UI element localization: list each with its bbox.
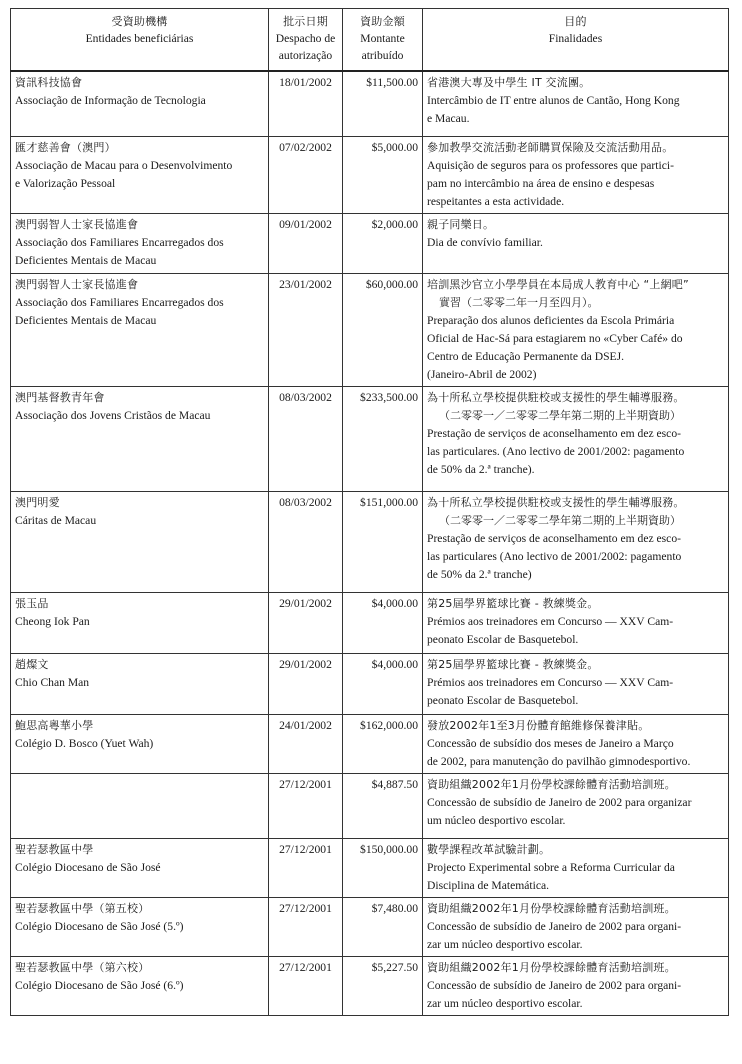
purpose-cell	[423, 715, 729, 774]
header-amount: 資助金額 Montante atribuído	[343, 9, 423, 72]
purpose-zh: 參加教學交流活動老師購買保險及交流活動用品。	[427, 141, 674, 154]
purpose-pt: Prémios aos treinadores em Concurso — XXV Cam-	[427, 676, 674, 689]
purpose-zh: 數學課程改革試驗計劃。	[427, 843, 551, 856]
purpose-pt: respeitantes a esta actividade.	[427, 195, 565, 208]
date-cell: 18/01/2002	[269, 71, 343, 137]
purpose-zh: 培訓黑沙官立小學學員在本局成人教育中心 “上網吧”	[427, 278, 689, 291]
purpose-pt: Preparação dos alunos deficientes da Escola Primária	[427, 314, 675, 327]
entity-name-zh: 聖若瑟教區中學	[15, 843, 94, 856]
amount-cell: $4,000.00	[343, 593, 423, 654]
purpose-cell	[423, 214, 729, 274]
purpose-pt: um núcleo desportivo escolar.	[427, 814, 566, 827]
table-row	[11, 71, 729, 137]
purpose-zh: 資助組織2002年1月份學校課餘體育活動培訓班。	[427, 902, 676, 915]
amount-cell: $4,000.00	[343, 654, 423, 715]
entity-name-pt: Colégio Diocesano de São José (5.º)	[15, 920, 184, 933]
purpose-zh: 第25屆學界籃球比賽 - 教練獎金。	[427, 597, 599, 610]
date-cell: 29/01/2002	[269, 593, 343, 654]
purpose-zh: 第25屆學界籃球比賽 - 教練獎金。	[427, 658, 599, 671]
amount-cell: $151,000.00	[343, 492, 423, 593]
purpose-pt: e Macau.	[427, 112, 470, 125]
amount-cell: $233,500.00	[343, 387, 423, 492]
purpose-zh: 資助組織2002年1月份學校課餘體育活動培訓班。	[427, 961, 676, 974]
entity-name-zh: 澳門基督教青年會	[15, 391, 105, 404]
date-cell: 27/12/2001	[269, 957, 343, 1016]
table-row	[11, 387, 729, 492]
date-cell: 27/12/2001	[269, 839, 343, 898]
amount-cell: $5,000.00	[343, 137, 423, 214]
entity-cell	[11, 957, 269, 1016]
purpose-pt: peonato Escolar de Basquetebol.	[427, 694, 579, 707]
purpose-pt: Aquisição de seguros para os professores que partici-	[427, 159, 674, 172]
purpose-pt: Prestação de serviços de aconselhamento em dez esco-	[427, 427, 681, 440]
purpose-pt: peonato Escolar de Basquetebol.	[427, 633, 579, 646]
table-row	[11, 137, 729, 214]
purpose-pt: Concessão de subsídio de Janeiro de 2002 para organizar	[427, 796, 692, 809]
purpose-cell	[423, 274, 729, 387]
entity-name-zh: 澳門弱智人士家長協進會	[15, 278, 139, 291]
purpose-pt: Concessão de subsídio de Janeiro de 2002 para organi-	[427, 979, 682, 992]
entity-cell	[11, 774, 269, 839]
entity-cell	[11, 274, 269, 387]
purpose-zh: （二零零一／二零零二學年第二期的上半期資助）	[439, 514, 681, 527]
purpose-pt: zar um núcleo desportivo escolar.	[427, 938, 583, 951]
purpose-pt: de 50% da 2.ª tranche)	[427, 568, 532, 581]
table-row	[11, 214, 729, 274]
table-row	[11, 715, 729, 774]
date-cell: 07/02/2002	[269, 137, 343, 214]
purpose-cell	[423, 839, 729, 898]
entity-name-pt: Cáritas de Macau	[15, 514, 97, 527]
entity-name-pt: Colégio Diocesano de São José (6.º)	[15, 979, 184, 992]
entity-name-pt: Associação de Informação de Tecnologia	[15, 94, 206, 107]
amount-cell: $4,887.50	[343, 774, 423, 839]
purpose-pt: de 50% da 2.ª tranche).	[427, 463, 535, 476]
entity-name-zh: 澳門明愛	[15, 496, 60, 509]
purpose-zh: 為十所私立學校提供駐校或支援性的學生輔導服務。	[427, 391, 685, 404]
date-cell: 09/01/2002	[269, 214, 343, 274]
purpose-pt: Prémios aos treinadores em Concurso — XXV Cam-	[427, 615, 674, 628]
purpose-pt: Centro de Educação Permanente da DSEJ.	[427, 350, 625, 363]
entity-name-zh: 張玉品	[15, 597, 49, 610]
purpose-pt: Oficial de Hac-Sá para estagiarem no «Cyber Café» do	[427, 332, 683, 345]
amount-cell: $2,000.00	[343, 214, 423, 274]
amount-cell: $60,000.00	[343, 274, 423, 387]
date-cell: 29/01/2002	[269, 654, 343, 715]
table-row	[11, 492, 729, 593]
purpose-zh: 發放2002年1至3月份體育館維修保養津貼。	[427, 719, 650, 732]
entity-cell	[11, 214, 269, 274]
entity-name-zh: 鮑思高粵華小學	[15, 719, 94, 732]
entity-cell	[11, 654, 269, 715]
purpose-cell	[423, 492, 729, 593]
entity-name-zh: 趙燦文	[15, 658, 49, 671]
purpose-cell	[423, 957, 729, 1016]
purpose-pt: las particulares (Ano lectivo de 2001/2002: pagamento	[427, 550, 682, 563]
purpose-pt: Disciplina de Matemática.	[427, 879, 550, 892]
purpose-pt: Projecto Experimental sobre a Reforma Curricular da	[427, 861, 675, 874]
entity-name-pt: Deficientes Mentais de Macau	[15, 254, 157, 267]
purpose-cell	[423, 71, 729, 137]
date-cell: 24/01/2002	[269, 715, 343, 774]
purpose-zh: 資助組織2002年1月份學校課餘體育活動培訓班。	[427, 778, 676, 791]
table-row	[11, 957, 729, 1016]
purpose-pt: de 2002, para manutenção do pavilhão gimnodesportivo.	[427, 755, 691, 768]
table-row	[11, 593, 729, 654]
entity-cell	[11, 898, 269, 957]
entity-name-pt: Deficientes Mentais de Macau	[15, 314, 157, 327]
table-row	[11, 774, 729, 839]
table-row	[11, 274, 729, 387]
entity-name-pt: Associação dos Familiares Encarregados dos	[15, 296, 224, 309]
amount-cell: $150,000.00	[343, 839, 423, 898]
purpose-pt: (Janeiro-Abril de 2002)	[427, 368, 537, 381]
purpose-pt: Concessão de subsídio de Janeiro de 2002 para organi-	[427, 920, 682, 933]
purpose-cell	[423, 654, 729, 715]
entity-name-zh: 匯才慈善會（澳門）	[15, 141, 116, 154]
purpose-pt: zar um núcleo desportivo escolar.	[427, 997, 583, 1010]
purpose-zh: 實習（二零零二年一月至四月）。	[439, 296, 599, 309]
purpose-cell	[423, 774, 729, 839]
entity-name-pt: Colégio Diocesano de São José	[15, 861, 161, 874]
date-cell: 08/03/2002	[269, 492, 343, 593]
entity-name-pt: Cheong Iok Pan	[15, 615, 90, 628]
entity-name-pt: Associação dos Familiares Encarregados dos	[15, 236, 224, 249]
table-row	[11, 654, 729, 715]
entity-name-pt: Chio Chan Man	[15, 676, 90, 689]
entity-name-zh: 聖若瑟教區中學（第五校）	[15, 902, 150, 915]
table-row	[11, 839, 729, 898]
entity-cell	[11, 71, 269, 137]
purpose-zh: 親子同樂日。	[427, 218, 495, 231]
amount-cell: $162,000.00	[343, 715, 423, 774]
document-page	[10, 8, 728, 1016]
header-purpose: 目的 Finalidades	[423, 9, 729, 72]
purpose-cell	[423, 137, 729, 214]
purpose-cell	[423, 898, 729, 957]
purpose-pt: pam no intercâmbio na área de ensino e despesas	[427, 177, 655, 190]
purpose-zh: （二零零一／二零零二學年第二期的上半期資助）	[439, 409, 681, 422]
entity-cell	[11, 387, 269, 492]
header-date: 批示日期 Despacho de autorização	[269, 9, 343, 72]
entity-name-zh: 資訊科技協會	[15, 76, 83, 89]
table-row	[11, 898, 729, 957]
entity-name-zh: 聖若瑟教區中學（第六校）	[15, 961, 150, 974]
grants-table	[10, 8, 729, 1016]
date-cell: 27/12/2001	[269, 898, 343, 957]
purpose-pt: las particulares. (Ano lectivo de 2001/2002: pagamento	[427, 445, 685, 458]
purpose-cell	[423, 593, 729, 654]
purpose-pt: Dia de convívio familiar.	[427, 236, 543, 249]
date-cell: 27/12/2001	[269, 774, 343, 839]
entity-cell	[11, 839, 269, 898]
entity-name-pt: Colégio D. Bosco (Yuet Wah)	[15, 737, 154, 750]
purpose-zh: 為十所私立學校提供駐校或支援性的學生輔導服務。	[427, 496, 685, 509]
entity-cell	[11, 492, 269, 593]
entity-cell	[11, 715, 269, 774]
header-entity: 受資助機構 Entidades beneficiárias	[11, 9, 269, 72]
table-header	[11, 9, 729, 72]
entity-cell	[11, 593, 269, 654]
date-cell: 23/01/2002	[269, 274, 343, 387]
purpose-pt: Concessão de subsídio dos meses de Janeiro a Março	[427, 737, 674, 750]
amount-cell: $7,480.00	[343, 898, 423, 957]
table-body	[11, 71, 729, 1016]
amount-cell: $5,227.50	[343, 957, 423, 1016]
entity-name-pt: Associação de Macau para o Desenvolvimento	[15, 159, 233, 172]
purpose-pt: Prestação de serviços de aconselhamento em dez esco-	[427, 532, 681, 545]
date-cell: 08/03/2002	[269, 387, 343, 492]
purpose-cell	[423, 387, 729, 492]
entity-name-pt: e Valorização Pessoal	[15, 177, 116, 190]
purpose-zh: 省港澳大專及中學生 IT 交流團。	[427, 76, 591, 89]
entity-cell	[11, 137, 269, 214]
entity-name-zh: 澳門弱智人士家長協進會	[15, 218, 139, 231]
entity-name-pt: Associação dos Jovens Cristãos de Macau	[15, 409, 211, 422]
amount-cell: $11,500.00	[343, 71, 423, 137]
purpose-pt: Intercâmbio de IT entre alunos de Cantão, Hong Kong	[427, 94, 680, 107]
